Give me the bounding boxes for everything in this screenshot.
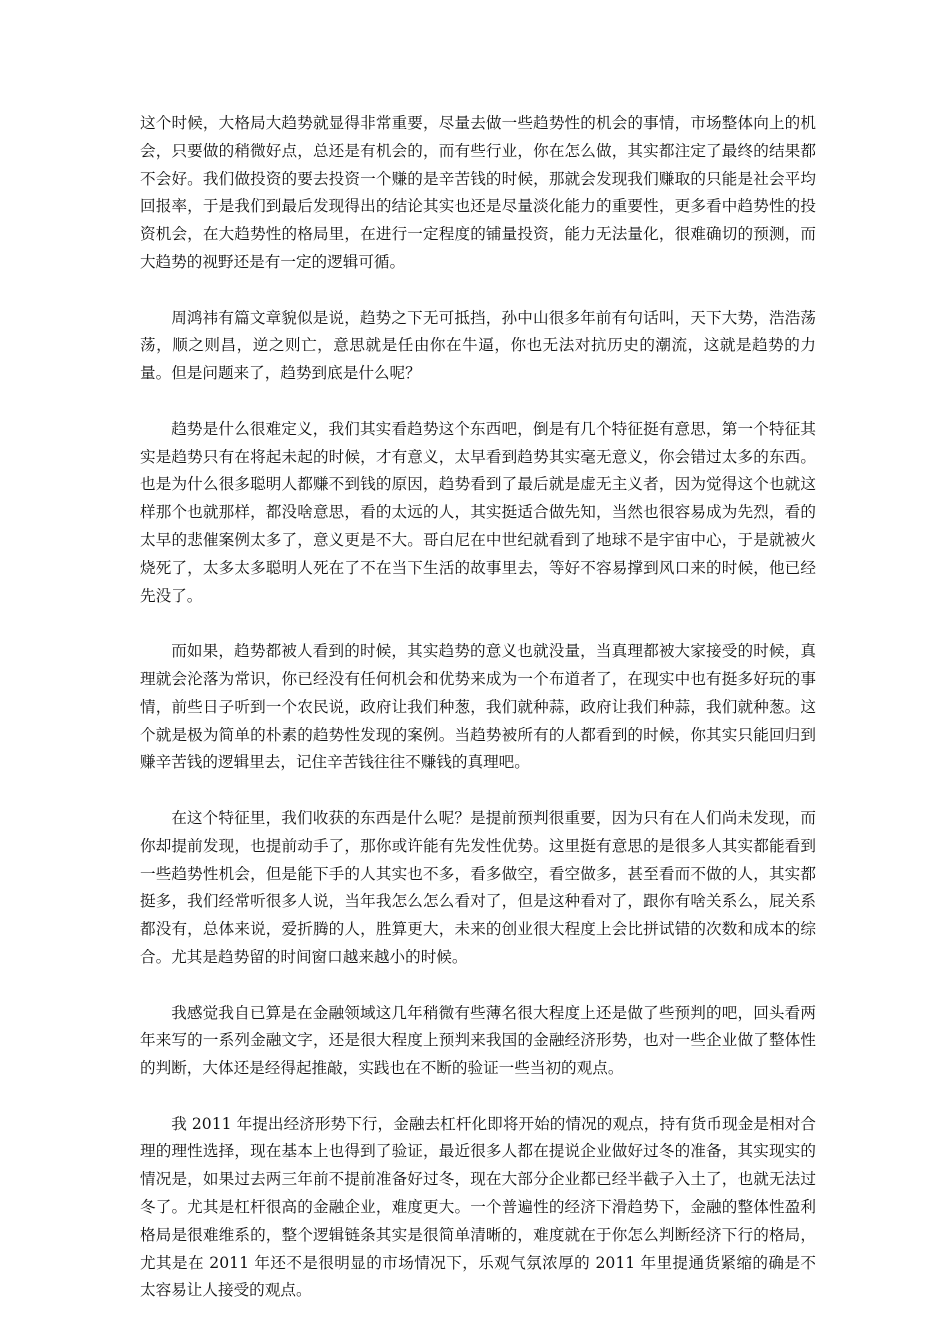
paragraph-6: 我感觉我自已算是在金融领域这几年稍微有些薄名很大程度上还是做了些预判的吧，回头看两年来写的一系列金融文字，还是很大程度上预判来我国的金融经济形势，也对一些企业做了整体性的判断，大体还是经得起推敲，实践也在不断的验证一些当初的观点。	[140, 1003, 816, 1078]
paragraph-1: 这个时候，大格局大趋势就显得非常重要，尽量去做一些趋势性的机会的事情，市场整体向上的机会，只要做的稍微好点，总还是有机会的，而有些行业，你在怎么做，其实都注定了最终的结果都不会好。我们做投资的要去投资一个赚的是辛苦钱的时候，那就会发现我们赚取的只能是社会平均回报率，于是我们到最后发现得出的结论其实也还是尽量淡化能力的重要性，更多看中趋势性的投资机会，在大趋势性的格局里，在进行一定程度的铺量投资，能力无法量化，很难确切的预测，而大趋势的视野还是有一定的逻辑可循。	[140, 114, 816, 271]
paragraph-7: 我 2011 年提出经济形势下行，金融去杠杆化即将开始的情况的观点，持有货币现金是相对合理的理性选择，现在基本上也得到了验证，最近很多人都在提说企业做好过冬的准备，其实现实的情况是，如果过去两三年前不提前准备好过冬，现在大部分企业都已经半截子入土了，也就无法过冬了。尤其是杠杆很高的金融企业，难度更大。一个普遍性的经济下滑趋势下，金融的整体性盈利格局是很难维系的，整个逻辑链条其实是很简单清晰的，难度就在于你怎么判断经济下行的格局，尤其是在 2011 年还不是很明显的市场情况下，乐观气氛浓厚的 2011 年里提通货紧缩的确是不太容易让人接受的观点。	[140, 1114, 816, 1300]
paragraph-4: 而如果，趋势都被人看到的时候，其实趋势的意义也就没量，当真理都被大家接受的时候，真理就会沦落为常识，你已经没有任何机会和优势来成为一个布道者了，在现实中也有挺多好玩的事情，前些日子听到一个农民说，政府让我们种葱，我们就种蒜，政府让我们种蒜，我们就种葱。这个就是极为简单的朴素的趋势性发现的案例。当趋势被所有的人都看到的时候，你其实只能回归到赚辛苦钱的逻辑里去，记住辛苦钱往往不赚钱的真理吧。	[140, 642, 816, 772]
paragraph-2: 周鸿祎有篇文章貌似是说，趋势之下无可抵挡，孙中山很多年前有句话叫，天下大势，浩浩荡荡，顺之则昌，逆之则亡，意思就是任由你在牛逼，你也无法对抗历史的潮流，这就是趋势的力量。但是问题来了，趋势到底是什么呢？	[140, 308, 816, 383]
paragraph-3: 趋势是什么很难定义，我们其实看趋势这个东西吧，倒是有几个特征挺有意思，第一个特征其实是趋势只有在将起未起的时候，才有意义，太早看到趋势其实毫无意义，你会错过太多的东西。也是为什么很多聪明人都赚不到钱的原因，趋势看到了最后就是虚无主义者，因为觉得这个也就这样那个也就那样，都没啥意思，看的太远的人，其实挺适合做先知，当然也很容易成为先烈，看的太早的悲催案例太多了，意义更是不大。哥白尼在中世纪就看到了地球不是宇宙中心，于是就被火烧死了，太多太多聪明人死在了不在当下生活的故事里去，等好不容易撑到风口来的时候，他已经先没了。	[140, 419, 816, 605]
document-body	[140, 110, 816, 1333]
paragraph-5: 在这个特征里，我们收获的东西是什么呢？是提前预判很重要，因为只有在人们尚未发现，而你却提前发现，也提前动手了，那你或许能有先发性优势。这里挺有意思的是很多人其实都能看到一些趋势性机会，但是能下手的人其实也不多，看多做空，看空做多，甚至看而不做的人，其实都挺多，我们经常听很多人说，当年我怎么怎么看对了，但是这种看对了，跟你有啥关系么，屁关系都没有，总体来说，爱折腾的人，胜算更大，未来的创业很大程度上会比拼试错的次数和成本的综合。尤其是趋势留的时间窗口越来越小的时候。	[140, 808, 816, 966]
